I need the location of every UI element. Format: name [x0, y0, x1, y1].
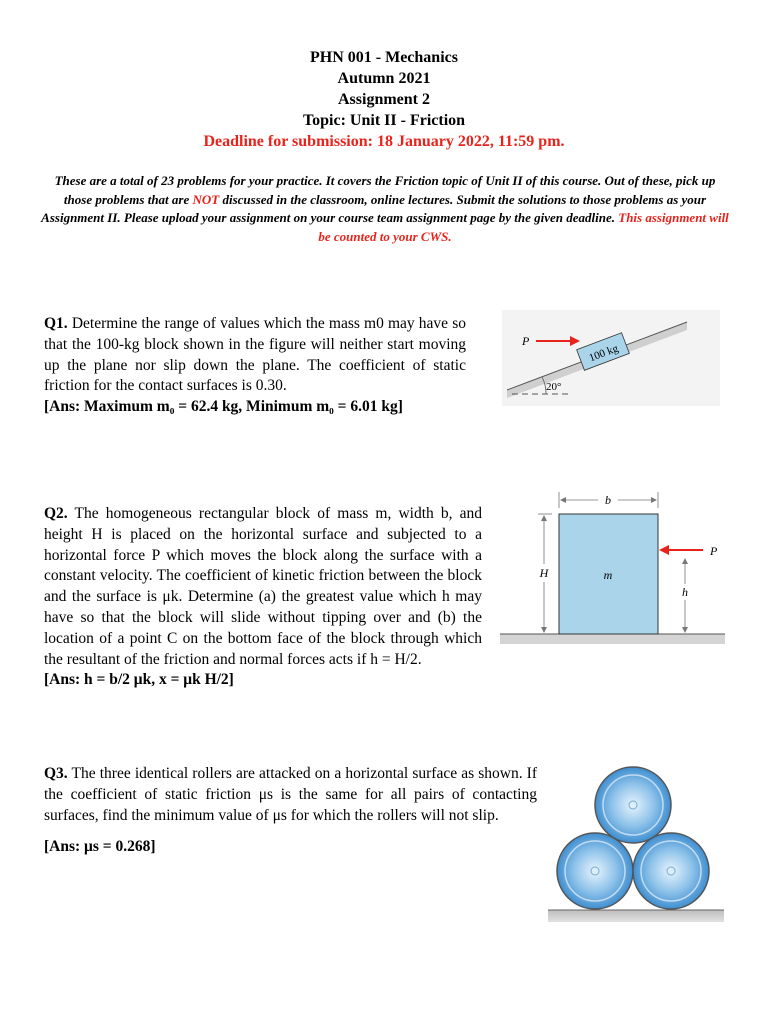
q1-label: Q1.: [44, 315, 68, 332]
q1-block-label: 100 kg: [587, 342, 620, 365]
q2-width-label: b: [605, 493, 611, 507]
q3-text: The three identical rollers are attacked on a horizontal surface as shown. If the coefficient of static friction μs is the same for all pairs of contacting surfaces, find the minimum value of μs for which the rollers will not slip.: [44, 765, 537, 824]
q1-answer: [Ans: Maximum m₀ = 62.4 kg, Minimum m₀ = 6.01 kg]: [44, 398, 403, 416]
q2-height-label: H: [539, 566, 549, 580]
q2-answer: [Ans: h = b/2 μk, x = μk H/2]: [44, 671, 234, 689]
q3-label: Q3.: [44, 765, 68, 782]
intro-part1: These are a total of 23 problems for your practice. It covers the Friction topic of Unit II of this course. Out of these, pick up those problems that are: [54, 173, 716, 207]
document-header: [0, 47, 768, 152]
q2-force-label: P: [710, 544, 718, 558]
roller-bottom-right: [633, 833, 709, 909]
q2-block-figure: [500, 488, 725, 646]
deadline: Deadline for submission: 18 January 2022, 11:59 pm.: [203, 133, 565, 150]
q1-incline-figure: [502, 310, 720, 406]
q1-force-label: P: [522, 334, 530, 348]
cws-note: This assignment will be counted to your CWS.: [318, 210, 729, 244]
q2-label: Q2.: [44, 505, 68, 522]
course-title: PHN 001 - Mechanics: [310, 49, 458, 66]
q3-rollers-figure: [546, 752, 726, 924]
term: Autumn 2021: [337, 70, 431, 87]
intro-not-word: NOT: [192, 191, 220, 207]
intro-part2: discussed in the classroom, online lectures. Submit the solutions to those problems as your Assignment II. Please upload your assignment on your course team assignment page by the given deadline.: [41, 191, 707, 225]
question-3: [44, 764, 537, 858]
question-1: [44, 314, 466, 418]
roller-bottom-left: [557, 833, 633, 909]
q2-mass-label: m: [603, 568, 613, 582]
assignment-number: Assignment 2: [337, 91, 430, 108]
topic: Topic: Unit II - Friction: [302, 112, 466, 129]
question-2: [44, 504, 482, 691]
q2-text: The homogeneous rectangular block of mass m, width b, and height H is placed on the horizontal surface and subjected to a horizontal force P which moves the block along the surface with a constant velocity. The coefficient of kinetic friction between the block and the surface is μk. Determine (a) the greatest value which h may have so that the block will slide without tipping over and (b) the location of a point C on the bottom face of the block through which the resultant of the friction and normal forces acts if h = H/2.: [44, 505, 482, 668]
q1-angle-label: 20°: [546, 381, 562, 393]
roller-top: [595, 767, 671, 843]
instructions-paragraph: [40, 172, 730, 246]
q1-text: Determine the range of values which the mass m0 may have so that the 100-kg block shown in the figure will neither start moving up the plane nor slip down the plane. The coefficient of static friction for the contact surfaces is 0.30.: [44, 315, 466, 395]
q3-answer: [Ans: μs = 0.268]: [44, 838, 156, 856]
q2-h-label: h: [682, 585, 688, 599]
